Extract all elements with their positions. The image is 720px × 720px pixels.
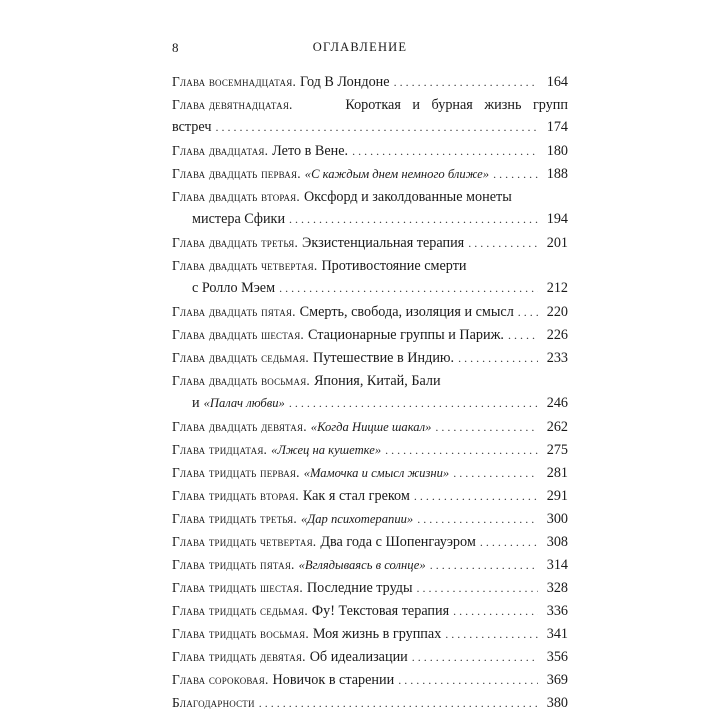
dot-leader [518, 301, 538, 324]
toc-entry [172, 70, 568, 93]
toc-entry [172, 185, 568, 231]
page-ref: 328 [546, 580, 568, 596]
toc-entry [172, 254, 568, 300]
chapter-label: Глава двадцать третья. [172, 235, 299, 250]
page-ref: 180 [546, 143, 568, 159]
toc-entry [172, 599, 568, 622]
page-ref: 275 [546, 442, 568, 458]
page-ref: 369 [546, 672, 568, 688]
chapter-title: Оксфорд и заколдованные монеты [303, 189, 512, 205]
dot-leader [279, 277, 538, 300]
toc-entry [172, 553, 568, 576]
chapter-label: Глава сороковая. [172, 672, 269, 687]
dot-leader [480, 531, 538, 554]
page-ref: 291 [546, 488, 568, 504]
page-ref: 262 [546, 419, 568, 435]
chapter-title: «Лжец на кушетке» [271, 443, 382, 457]
chapter-label: Глава тридцать восьмая. [172, 626, 309, 641]
chapter-title: Смерть, свобода, изоляция и смысл [299, 304, 514, 320]
page-ref: 281 [546, 465, 568, 481]
chapter-label: Глава двадцать восьмая. [172, 373, 310, 388]
dot-leader [289, 392, 538, 415]
toc-entry [172, 300, 568, 323]
page-ref: 314 [546, 557, 568, 573]
toc-entry [172, 484, 568, 507]
chapter-title: Экзистенциальная терапия [302, 235, 465, 251]
section-label: Благодарности [172, 695, 255, 710]
chapter-title: Противостояние смерти [321, 258, 467, 274]
toc-entry [172, 530, 568, 553]
toc-entry [172, 507, 568, 530]
dot-leader [414, 485, 538, 508]
chapter-title: Короткая и бурная жизнь групп [345, 97, 568, 113]
chapter-label: Глава двадцать пятая. [172, 304, 296, 319]
dot-leader [430, 554, 538, 577]
toc-entry [172, 162, 568, 185]
chapter-title-continued: мистера Сфики [192, 211, 286, 227]
toc-entry [172, 323, 568, 346]
chapter-label: Глава двадцать четвертая. [172, 258, 318, 273]
chapter-title-prefix: и [192, 395, 200, 411]
page-ref: 341 [546, 626, 568, 642]
chapter-label: Глава двадцать девятая. [172, 419, 307, 434]
chapter-label: Глава тридцать седьмая. [172, 603, 308, 618]
page-ref: 201 [546, 235, 568, 251]
chapter-title: «Вглядываясь в солнце» [298, 558, 426, 572]
running-head: ОГЛАВЛЕНИЕ [312, 40, 408, 54]
chapter-title: Фу! Текстовая терапия [311, 603, 450, 619]
dot-leader [289, 208, 538, 231]
chapter-title: Два года с Шопенгауэром [320, 534, 476, 550]
chapter-title: Моя жизнь в группах [312, 626, 442, 642]
page-ref: 164 [546, 74, 568, 90]
page-ref: 356 [546, 649, 568, 665]
chapter-title: Новичок в старении [272, 672, 395, 688]
toc-entry [172, 346, 568, 369]
chapter-label: Глава тридцать четвертая. [172, 534, 317, 549]
page-ref: 220 [546, 304, 568, 320]
chapter-label: Глава девятнадцатая. [172, 97, 293, 112]
chapter-label: Глава восемнадцатая. [172, 74, 296, 89]
chapter-label: Глава тридцать шестая. [172, 580, 303, 595]
page-ref: 380 [546, 695, 568, 711]
page-ref: 308 [546, 534, 568, 550]
chapter-title: «С каждым днем немного ближе» [304, 167, 490, 181]
dot-leader [352, 140, 538, 163]
page-ref: 174 [546, 119, 568, 135]
chapter-label: Глава двадцать вторая. [172, 189, 300, 204]
chapter-label: Глава двадцать первая. [172, 166, 301, 181]
chapter-title: Лето в Вене. [272, 143, 349, 159]
page-ref: 300 [546, 511, 568, 527]
dot-leader [385, 439, 538, 462]
dot-leader [453, 600, 538, 623]
dot-leader [259, 692, 538, 715]
page-ref: 233 [546, 350, 568, 366]
chapter-title-continued: встреч [172, 119, 212, 135]
chapter-label: Глава двадцать шестая. [172, 327, 304, 342]
dot-leader [417, 508, 538, 531]
page-ref: 194 [546, 211, 568, 227]
table-of-contents [172, 70, 568, 714]
dot-leader [453, 462, 538, 485]
toc-entry [172, 93, 568, 139]
chapter-label: Глава тридцать пятая. [172, 557, 295, 572]
dot-leader [417, 577, 538, 600]
toc-entry [172, 461, 568, 484]
chapter-title: «Дар психотерапии» [300, 512, 414, 526]
chapter-title: Как я стал греком [302, 488, 410, 504]
chapter-title: «Когда Ницше шакал» [310, 420, 432, 434]
dot-leader [394, 71, 538, 94]
chapter-label: Глава двадцатая. [172, 143, 269, 158]
chapter-title: Об идеализации [309, 649, 408, 665]
dot-leader [215, 116, 538, 139]
toc-entry [172, 622, 568, 645]
dot-leader [493, 163, 538, 186]
page-ref: 226 [546, 327, 568, 343]
chapter-title-continued: «Палач любви» [203, 396, 285, 410]
toc-entry [172, 139, 568, 162]
toc-entry [172, 668, 568, 691]
toc-entry [172, 231, 568, 254]
chapter-title: Путешествие в Индию. [312, 350, 455, 366]
chapter-label: Глава тридцатая. [172, 442, 268, 457]
toc-entry [172, 576, 568, 599]
chapter-label: Глава тридцать вторая. [172, 488, 299, 503]
toc-entry [172, 369, 568, 415]
chapter-title: Последние труды [306, 580, 413, 596]
chapter-label: Глава тридцать первая. [172, 465, 300, 480]
chapter-label: Глава двадцать седьмая. [172, 350, 309, 365]
dot-leader [412, 646, 538, 669]
toc-entry [172, 691, 568, 714]
chapter-title: Стационарные группы и Париж. [307, 327, 504, 343]
toc-entry [172, 645, 568, 668]
dot-leader [435, 416, 538, 439]
chapter-title: Год В Лондоне [300, 74, 390, 90]
toc-entry [172, 438, 568, 461]
dot-leader [398, 669, 538, 692]
page-ref: 336 [546, 603, 568, 619]
dot-leader [445, 623, 538, 646]
chapter-title: «Мамочка и смысл жизни» [303, 466, 450, 480]
dot-leader [468, 232, 538, 255]
toc-entry [172, 415, 568, 438]
chapter-label: Глава тридцать третья. [172, 511, 297, 526]
chapter-title: Япония, Китай, Бали [313, 373, 441, 389]
chapter-label: Глава тридцать девятая. [172, 649, 306, 664]
page-ref: 212 [546, 280, 568, 296]
dot-leader [458, 347, 538, 370]
dot-leader [508, 324, 538, 347]
page-ref: 246 [546, 395, 568, 411]
chapter-title-continued: с Ролло Мэем [192, 280, 276, 296]
page-number: 8 [172, 40, 179, 55]
page-ref: 188 [546, 166, 568, 182]
